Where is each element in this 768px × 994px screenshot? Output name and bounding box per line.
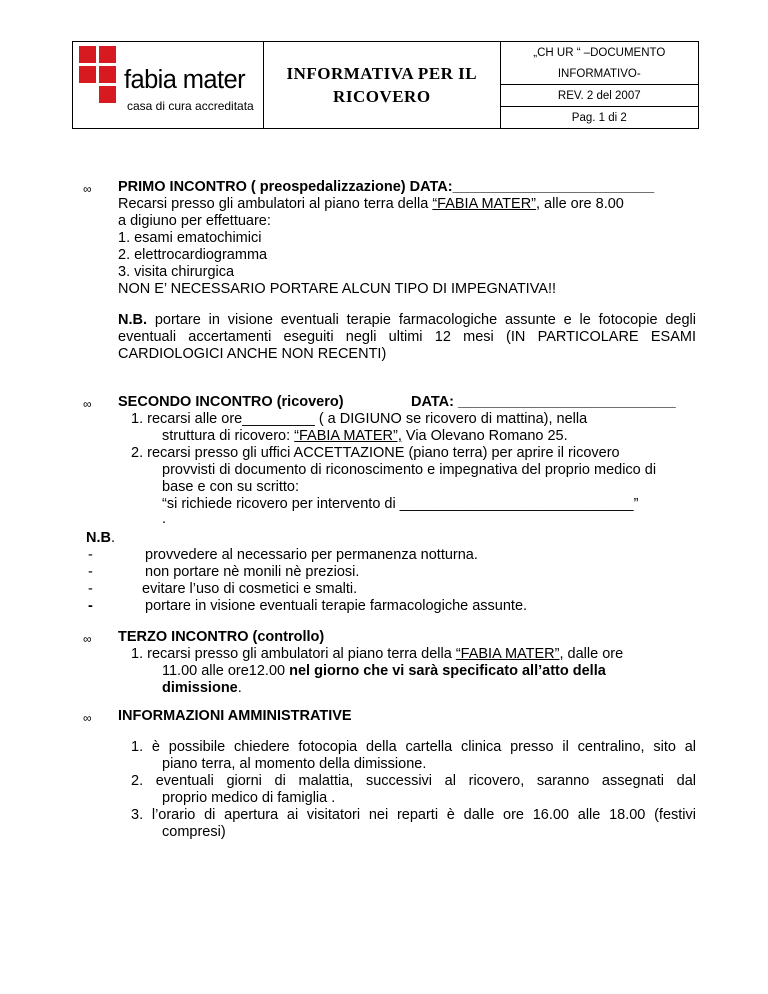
meta-revision: REV. 2 del 2007 xyxy=(500,85,698,107)
dash-item-4: - xyxy=(88,598,93,614)
primo-nb-line-1: N.B. portare in visione eventuali terapie farmacologiche assunte e le fotocopie degli xyxy=(118,312,696,328)
secondo-heading: SECONDO INCONTRO (ricovero) xyxy=(118,394,344,410)
fabia-mater-logo xyxy=(77,46,267,126)
title-line-2: RICOVERO xyxy=(333,87,431,106)
terzo-line-2: 11.00 alle ore12.00 nel giorno che vi sarà specificato all’atto della xyxy=(162,663,606,679)
bullet-icon: ∞ xyxy=(83,397,92,411)
primo-nb-line-2: eventuali accertamenti eseguiti negli ultimi 12 mesi (IN PARTICOLARE ESAMI xyxy=(118,329,696,345)
logo-square-4 xyxy=(99,66,116,83)
meta-doc-type-2: INFORMATIVO- xyxy=(500,63,698,85)
logo-cell xyxy=(73,42,264,129)
title-line-1: INFORMATIVA PER IL xyxy=(286,64,478,83)
primo-line-1: Recarsi presso gli ambulatori al piano terra della “FABIA MATER”, alle ore 8.00 xyxy=(118,196,624,212)
secondo-item-1-line-1: 1. recarsi alle ore_________ ( a DIGIUNO se ricovero di mattina), nella xyxy=(131,411,588,427)
secondo-nb: N.B. xyxy=(86,530,116,546)
terzo-line-3: dimissione. xyxy=(162,680,242,696)
primo-no-impegnativa: NON E’ NECESSARIO PORTARE ALCUN TIPO DI IMPEGNATIVA!! xyxy=(118,281,557,297)
document-header xyxy=(72,41,699,129)
dash-item-3-text: evitare l’uso di cosmetici e smalti. xyxy=(142,581,358,597)
dash-item-2: - xyxy=(88,564,93,580)
bullet-icon: ∞ xyxy=(83,632,92,646)
document-title xyxy=(264,42,500,129)
info-item-1-line-1: 1. è possibile chiedere fotocopia della cartella clinica presso il centralino, sito al xyxy=(131,739,696,755)
meta-doc-type: „CH UR “ –DOCUMENTO xyxy=(500,42,698,64)
secondo-item-2-line-1: 2. recarsi presso gli uffici ACCETTAZIONE (piano terra) per aprire il ricovero xyxy=(131,445,620,461)
primo-item-3: 3. visita chirurgica xyxy=(118,264,235,280)
bullet-icon: ∞ xyxy=(83,182,92,196)
primo-item-1: 1. esami ematochimici xyxy=(118,230,262,246)
info-heading: INFORMAZIONI AMMINISTRATIVE xyxy=(118,708,352,724)
logo-square-5 xyxy=(99,86,116,103)
info-item-3-line-2: compresi) xyxy=(162,824,226,840)
primo-heading: PRIMO INCONTRO ( preospedalizzazione) DATA:_________________________ xyxy=(118,179,655,195)
logo-square-1 xyxy=(79,46,96,63)
primo-item-2: 2. elettrocardiogramma xyxy=(118,247,268,263)
dash-item-2-text: non portare nè monili nè preziosi. xyxy=(145,564,360,580)
info-item-2-line-1: 2. eventuali giorni di malattia, successivi al ricovero, saranno assegnati dal xyxy=(131,773,696,789)
logo-subtitle: casa di cura accreditata xyxy=(127,99,254,113)
info-item-3-line-1: 3. l’orario di apertura ai visitatori nei reparti è dalle ore 16.00 alle 18.00 (festivi xyxy=(131,807,696,823)
dash-item-1: - xyxy=(88,547,93,563)
secondo-item-2-line-2: provvisti di documento di riconoscimento e impegnativa del proprio medico di xyxy=(162,462,657,478)
secondo-item-1-line-2: struttura di ricovero: “FABIA MATER”, Via Olevano Romano 25. xyxy=(162,428,568,444)
info-item-2-line-2: proprio medico di famiglia . xyxy=(162,790,336,806)
secondo-item-2-line-5: . xyxy=(162,511,167,527)
terzo-heading: TERZO INCONTRO (controllo) xyxy=(118,629,325,645)
dash-item-4-text: portare in visione eventuali terapie farmacologiche assunte. xyxy=(145,598,528,614)
dash-item-1-text: provvedere al necessario per permanenza notturna. xyxy=(145,547,478,563)
secondo-item-2-line-3: base e con su scritto: xyxy=(162,479,300,495)
logo-square-2 xyxy=(99,46,116,63)
bullet-icon: ∞ xyxy=(83,711,92,725)
secondo-item-2-line-4: “si richiede ricovero per intervento di _____________________________” xyxy=(162,496,639,512)
dash-item-3: - xyxy=(88,581,93,597)
logo-name: fabia mater xyxy=(124,66,245,94)
logo-square-3 xyxy=(79,66,96,83)
secondo-date: DATA: ___________________________ xyxy=(411,394,676,410)
info-item-1-line-2: piano terra, al momento della dimissione. xyxy=(162,756,427,772)
primo-nb-line-3: CARDIOLOGICI ANCHE NON RECENTI) xyxy=(118,346,387,362)
primo-line-2: a digiuno per effettuare: xyxy=(118,213,271,229)
meta-page-number: Pag. 1 di 2 xyxy=(500,107,698,129)
terzo-line-1: 1. recarsi presso gli ambulatori al piano terra della “FABIA MATER”, dalle ore xyxy=(131,646,624,662)
